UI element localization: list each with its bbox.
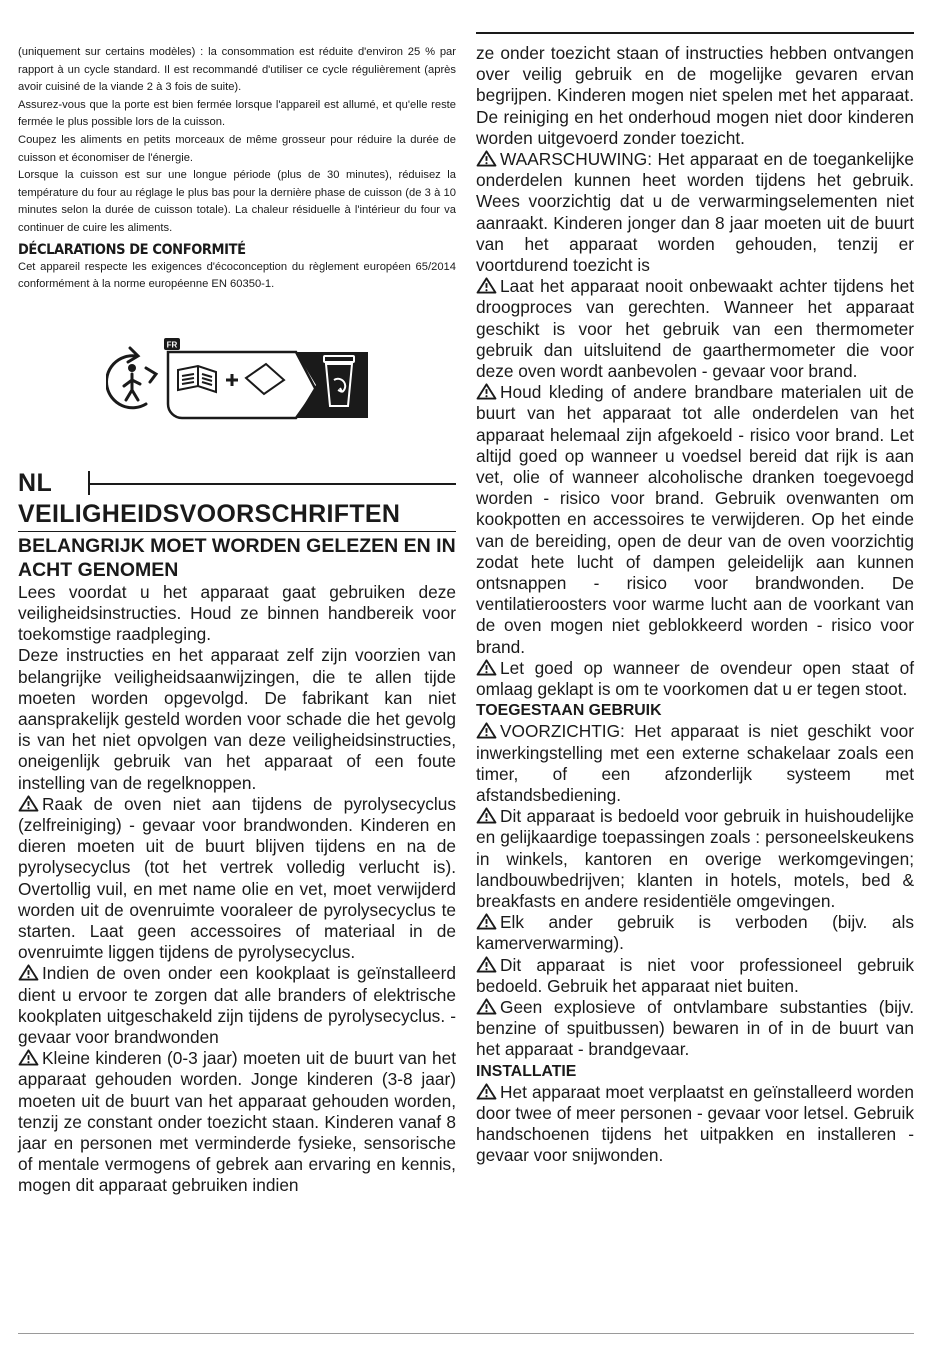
warning-paragraph xyxy=(476,658,914,700)
warning-paragraph xyxy=(476,955,914,997)
right-column xyxy=(476,43,914,1166)
fr-paragraph: Coupez les aliments en petits morceaux de même grosseur pour réduire la durée de cuisson et économiser de l'énergie. xyxy=(18,133,456,164)
warning-paragraph xyxy=(18,794,456,964)
nl-left-body xyxy=(18,582,456,1197)
warning-paragraph xyxy=(476,806,914,912)
warning-paragraph xyxy=(476,721,914,806)
warning-triangle-icon xyxy=(18,964,39,981)
title-rule xyxy=(18,531,456,532)
warning-paragraph xyxy=(18,963,456,1048)
warning-text: VOORZICHTIG: Het apparaat is niet geschikt voor inwerkingstelling met een externe schakelaar zoals een timer, of een afzonderlijk systeem met afstandsbediening. xyxy=(476,721,914,805)
warning-text: Het apparaat moet verplaatst en geïnstalleerd worden door twee of meer personen - gevaar voor letsel. Gebruik handschoenen tijdens het uitpakken en installeren - gevaar voor snijwonden. xyxy=(476,1081,915,1166)
fr-paragraph: (uniquement sur certains modèles) : la consommation est réduite d'environ 25 % par rapport à un cycle standard. Il est recommandé d'utiliser ce cycle régulièrement (après avoir cuisiné de la viande 2 à 3 fois de suite). xyxy=(18,46,456,94)
warning-paragraph xyxy=(476,382,914,658)
warning-text: Geen explosieve of ontvlambare substanties (bijv. benzine of spuitbussen) bewaren in of in de buurt van het apparaat - brandgevaar. xyxy=(476,996,914,1060)
section-title: VEILIGHEIDSVOORSCHRIFTEN xyxy=(18,499,401,528)
warning-paragraph xyxy=(476,1082,914,1167)
warning-triangle-icon xyxy=(476,659,497,676)
warning-triangle-icon xyxy=(476,1083,497,1100)
top-rule xyxy=(476,32,914,34)
warning-text: Indien de oven onder een kookplaat is geïnstalleerd dient u ervoor te zorgen dat alle branders of elektrische kookplaten uitgeschakeld zijn tijdens de pyrolysecyclus. - gevaar voor brandwonden xyxy=(18,963,456,1047)
warning-paragraph xyxy=(476,997,914,1061)
warning-text: Elk ander gebruik is verboden (bijv. als kamerverwarming). xyxy=(476,912,914,954)
bottom-rule xyxy=(18,1333,914,1334)
warning-text: Kleine kinderen (0-3 jaar) moeten uit de buurt van het apparaat gehouden worden. Jonge kinderen (3-8 jaar) moeten uit de buurt van het apparaat gehouden worden, tenzij ze constant onder toezicht staan. Kinderen vanaf 8 jaar en personen met verminderde fysieke, sensorische of mentale vermogens of gebrek aan ervaring en kennis, mogen dit apparaat gebruiken indien xyxy=(18,1048,456,1196)
warning-paragraph xyxy=(476,276,914,382)
declarations-heading: DÉCLARATIONS DE CONFORMITÉ xyxy=(18,241,246,258)
nl-section-header xyxy=(18,468,456,582)
warning-triangle-icon xyxy=(476,383,497,400)
installation-heading: INSTALLATIE xyxy=(476,1062,577,1080)
warning-text: Dit apparaat is niet voor professioneel gebruik bedoeld. Gebruik het apparaat niet buiten. xyxy=(476,954,914,996)
triman-sorting-logo xyxy=(106,334,368,420)
warning-triangle-icon xyxy=(476,913,497,930)
warning-paragraph xyxy=(476,149,914,276)
language-code: NL xyxy=(18,468,53,497)
left-column xyxy=(18,44,456,1197)
triman-logo xyxy=(18,334,456,424)
continuation-paragraph: ze onder toezicht staan of instructies hebben ontvangen over veilig gebruik en de mogelijke gevaren ervan begrijpen. Kinderen mogen niet spelen met het apparaat. De reiniging en het onderhoud mogen niet door kinderen worden uitgevoerd zonder toezicht. xyxy=(476,43,914,148)
warning-triangle-icon xyxy=(18,795,39,812)
intro-paragraph: Lees voordat u het apparaat gaat gebruiken deze veiligheidsinstructies. Houd ze binnen handbereik voor toekomstige raadpleging. xyxy=(18,581,456,645)
warning-text: Raak de oven niet aan tijdens de pyrolysecyclus (zelfreiniging) - gevaar voor brandwonden. Kinderen en dieren moeten uit de buurt blijven tijdens en na de pyrolysecyclus (tot het vertrek volledig verlucht is). Overtollig vuil, en met name olie en vet, moet verwijderd worden uit de ovenruimte vooraleer de pyrolysecyclus te starten. Laat geen accessoires of materiaal in de ovenruimte liggen tijdens de pyrolysecyclus. xyxy=(18,793,456,963)
section-subtitle: BELANGRIJK MOET WORDEN GELEZEN EN IN ACHT GENOMEN xyxy=(18,534,456,581)
fr-paragraph: Lorsque la cuisson est sur une longue période (plus de 30 minutes), réduisez la température du four au réglage le plus bas pour la dernière phase de cuisson (de 3 à 10 minutes selon la durée de cuisson totale). La chaleur résiduelle à l'intérieur du four va continuer de cuire les aliments. xyxy=(18,169,456,234)
warning-triangle-icon xyxy=(476,722,497,739)
warning-triangle-icon xyxy=(476,956,497,973)
warning-text: Laat het apparaat nooit onbewaakt achter tijdens het droogproces van gerechten. Wanneer het apparaat geschikt is voor het gebruik van een thermometer gebruik dan uitsluitend de gaarthermometer die voor deze oven wordt aanbevolen - gevaar voor brand. xyxy=(476,276,914,382)
warning-paragraph xyxy=(18,1048,456,1196)
paper-sheet-icon xyxy=(246,364,284,394)
warning-text: Dit apparaat is bedoeld voor gebruik in huishoudelijke en gelijkaardige toepassingen zoals : personeelskeukens in winkels, kantoren en overige werkomgevingen; landbouwbedrijven; klanten in hotels, motels, bed & breakfasts en andere residentiële omgevingen. xyxy=(476,806,914,911)
declarations-text: Cet appareil respecte les exigences d'écoconception du règlement européen 65/2014 conformément à la norme européenne EN 60350-1. xyxy=(18,260,456,291)
triman-recycle-icon xyxy=(107,348,156,408)
warning-text: Houd kleding of andere brandbare materialen uit de buurt van het apparaat tot alle onderdelen van het apparaat helemaal zijn afgekoeld - risico voor brand. Let altijd goed op wanneer u voedsel bereid dat rijk is aan vet, olie of wanneer alcoholische dranken toegevoegd worden - risico voor brand. Gebruik ovenwanten om kookpotten en accessoires te verwijderen. Op het einde van de bereiding, open de deur van de oven voorzichtig zodat hete lucht of dampen geleidelijk aan kunnen ontsnappen - risico voor brandwonden. De ventilatieroosters voor warme lucht aan de voorkant van de oven mogen niet geblokkeerd worden - risico voor brand. xyxy=(476,382,914,657)
booklet-icon xyxy=(178,366,216,392)
warning-paragraph xyxy=(476,912,914,954)
warning-text: Let goed op wanneer de ovendeur open staat of omlaag geklapt is om te voorkomen dat u er tegen stoot. xyxy=(476,657,914,700)
logo-frame xyxy=(168,352,316,418)
warning-triangle-icon xyxy=(476,150,497,167)
warning-triangle-icon xyxy=(476,807,497,824)
logo-badge: FR xyxy=(166,340,178,350)
intro-paragraph: Deze instructies en het apparaat zelf zijn voorzien van belangrijke veiligheidsaanwijzingen, die te allen tijde moeten worden opgevolgd. De fabrikant kan niet aansprakelijk gesteld worden voor schade die het gevolg is van het niet opvolgen van deze veiligheidsinstructies, oneigenlijk gebruik van het apparaat of een foute instelling van de regelknoppen. xyxy=(18,645,456,793)
fr-paragraph: Assurez-vous que la porte est bien fermée lorsque l'appareil est allumé, et qu'elle reste fermée le plus possible lors de la cuisson. xyxy=(18,98,456,129)
warning-triangle-icon xyxy=(476,277,497,294)
warning-triangle-icon xyxy=(476,998,497,1015)
permitted-use-heading: TOEGESTAAN GEBRUIK xyxy=(476,702,662,720)
warning-text: WAARSCHUWING: Het apparaat en de toegankelijke onderdelen kunnen heet worden tijdens het gebruik. Wees voorzichtig dat u de verwarmingselementen niet aanraakt. Kinderen jonger dan 8 jaar moeten uit de buurt van het apparaat worden gehouden, tenzij er voortdurend toezicht is xyxy=(476,149,914,276)
french-energy-tips xyxy=(18,44,456,238)
header-bar xyxy=(88,483,456,485)
warning-triangle-icon xyxy=(18,1049,39,1066)
